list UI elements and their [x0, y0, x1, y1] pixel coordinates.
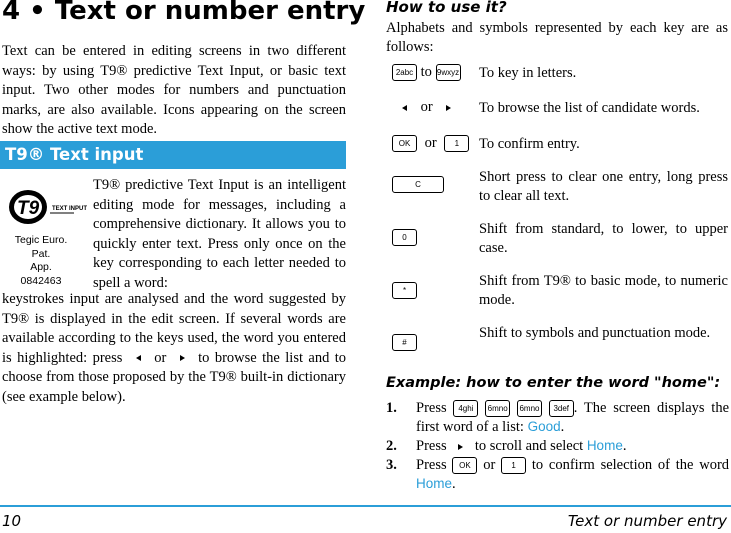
row-keys-text-2: or — [420, 99, 433, 115]
key-9-icon: 9wxyz — [436, 64, 461, 81]
t9-para-browse: to browse — [198, 349, 257, 366]
row-keys-5 — [392, 229, 417, 246]
row-desc-2: To browse the list of candidate words. — [479, 100, 700, 116]
svg-text:T9: T9 — [17, 198, 40, 219]
step-number: 2. — [386, 438, 397, 454]
row-keys-3 — [392, 135, 469, 152]
row-desc-5: Shift from standard, to lower, to upper case. — [479, 221, 728, 256]
row-desc-4: Short press to clear one entry, long press to clear all text. — [479, 169, 728, 204]
row-keys-1 — [392, 64, 461, 81]
row-desc-6: Shift from T9® to basic mode, to numeric mode. — [479, 273, 728, 308]
step-body: Press 4ghi 6mno 6mno 3def . The screen displays the first word of a list: Good. — [416, 400, 730, 435]
row-desc-7: Shift to symbols and punctuation mode. — [479, 325, 711, 341]
row-keys-2 — [402, 99, 451, 116]
footer-rule — [0, 505, 731, 507]
row-keys-text-3: or — [424, 135, 437, 151]
example-step-1 — [386, 399, 729, 439]
intro-paragraph: Text can be entered in editing screens in two different ways: by using T9® predictive Text Input, or basic text input. Two other modes for numbers and punctuation marks, are also available. Icons appearing on the screen show the active text mode. — [2, 43, 346, 138]
right-arrow-icon — [458, 444, 463, 450]
row-desc-1: To key in letters. — [479, 65, 577, 81]
t9-para-start: T9® predictive Text Input is an intelligent editing mode for messages, including a comprehensive dictionary. It allows you to quickly enter text. Press only once on the key corresponding to each letter needed to spell a word: — [93, 177, 346, 291]
row-keys-7 — [392, 334, 417, 351]
key-hash-icon: # — [392, 334, 417, 351]
key-4-icon: 4ghi — [453, 400, 478, 417]
word-good: Good — [527, 418, 561, 434]
key-c-icon: C — [392, 176, 444, 193]
row-keys-text-1: to — [420, 64, 432, 80]
right-arrow-icon — [180, 355, 185, 361]
row-keys-6 — [392, 282, 417, 299]
word-home: Home — [586, 438, 623, 453]
how-to-intro: Alphabets and symbols represented by each key are as follows: — [386, 20, 728, 55]
left-arrow-icon — [136, 355, 141, 361]
running-title: Text or number entry — [567, 512, 727, 530]
example-step-2 — [386, 437, 729, 457]
logo-caption-line2: App. 0842463 — [20, 261, 62, 287]
step-body: Press to scroll and select Home. — [416, 438, 627, 454]
left-arrow-icon — [402, 105, 407, 111]
chapter-title: 4 • Text or number entry — [2, 0, 366, 26]
t9-para-end: the list and to choose from those proposed by the T9® built-in dictionary (see example below). — [2, 349, 347, 405]
t9-para-full: keystrokes input are analysed and the word suggested by T9® is displayed in the edit screen. If several words are available according to the keys used, the word you entered is highlighted: press — [2, 291, 346, 366]
logo-caption — [9, 234, 73, 288]
logo-caption-line1: Tegic Euro. Pat. — [14, 234, 68, 260]
logo-text: TEXT INPUT — [52, 206, 88, 212]
key-0-icon: 0 — [392, 229, 417, 246]
key-1-icon: 1 — [501, 457, 526, 474]
step-body: Press OK or 1 to confirm selection of the word Home. — [416, 457, 730, 492]
how-to-title: How to use it? — [386, 0, 507, 16]
row-keys-4 — [392, 176, 444, 193]
key-3-icon: 3def — [549, 400, 574, 417]
word-home: Home — [416, 475, 453, 491]
key-star-icon: * — [392, 282, 417, 299]
example-title: Example: how to enter the word "home": — [386, 375, 721, 391]
key-2-icon: 2abc — [392, 64, 417, 81]
row-desc-3: To confirm entry. — [479, 136, 580, 152]
t9-para-continued — [2, 290, 346, 408]
right-arrow-icon — [446, 105, 451, 111]
example-step-3 — [386, 456, 729, 496]
key-1-icon: 1 — [444, 135, 469, 152]
key-ok-icon: OK — [392, 135, 417, 152]
page-number: 10 — [2, 512, 22, 530]
key-ok-icon: OK — [452, 457, 477, 474]
key-6-icon: 6mno — [485, 400, 510, 417]
t9-para-or: or — [154, 349, 167, 366]
t9-logo-icon — [6, 187, 88, 227]
step-number: 3. — [386, 457, 397, 473]
key-6-icon: 6mno — [517, 400, 542, 417]
t9-section-header: T9® Text input — [0, 141, 346, 169]
step-number: 1. — [386, 400, 397, 416]
